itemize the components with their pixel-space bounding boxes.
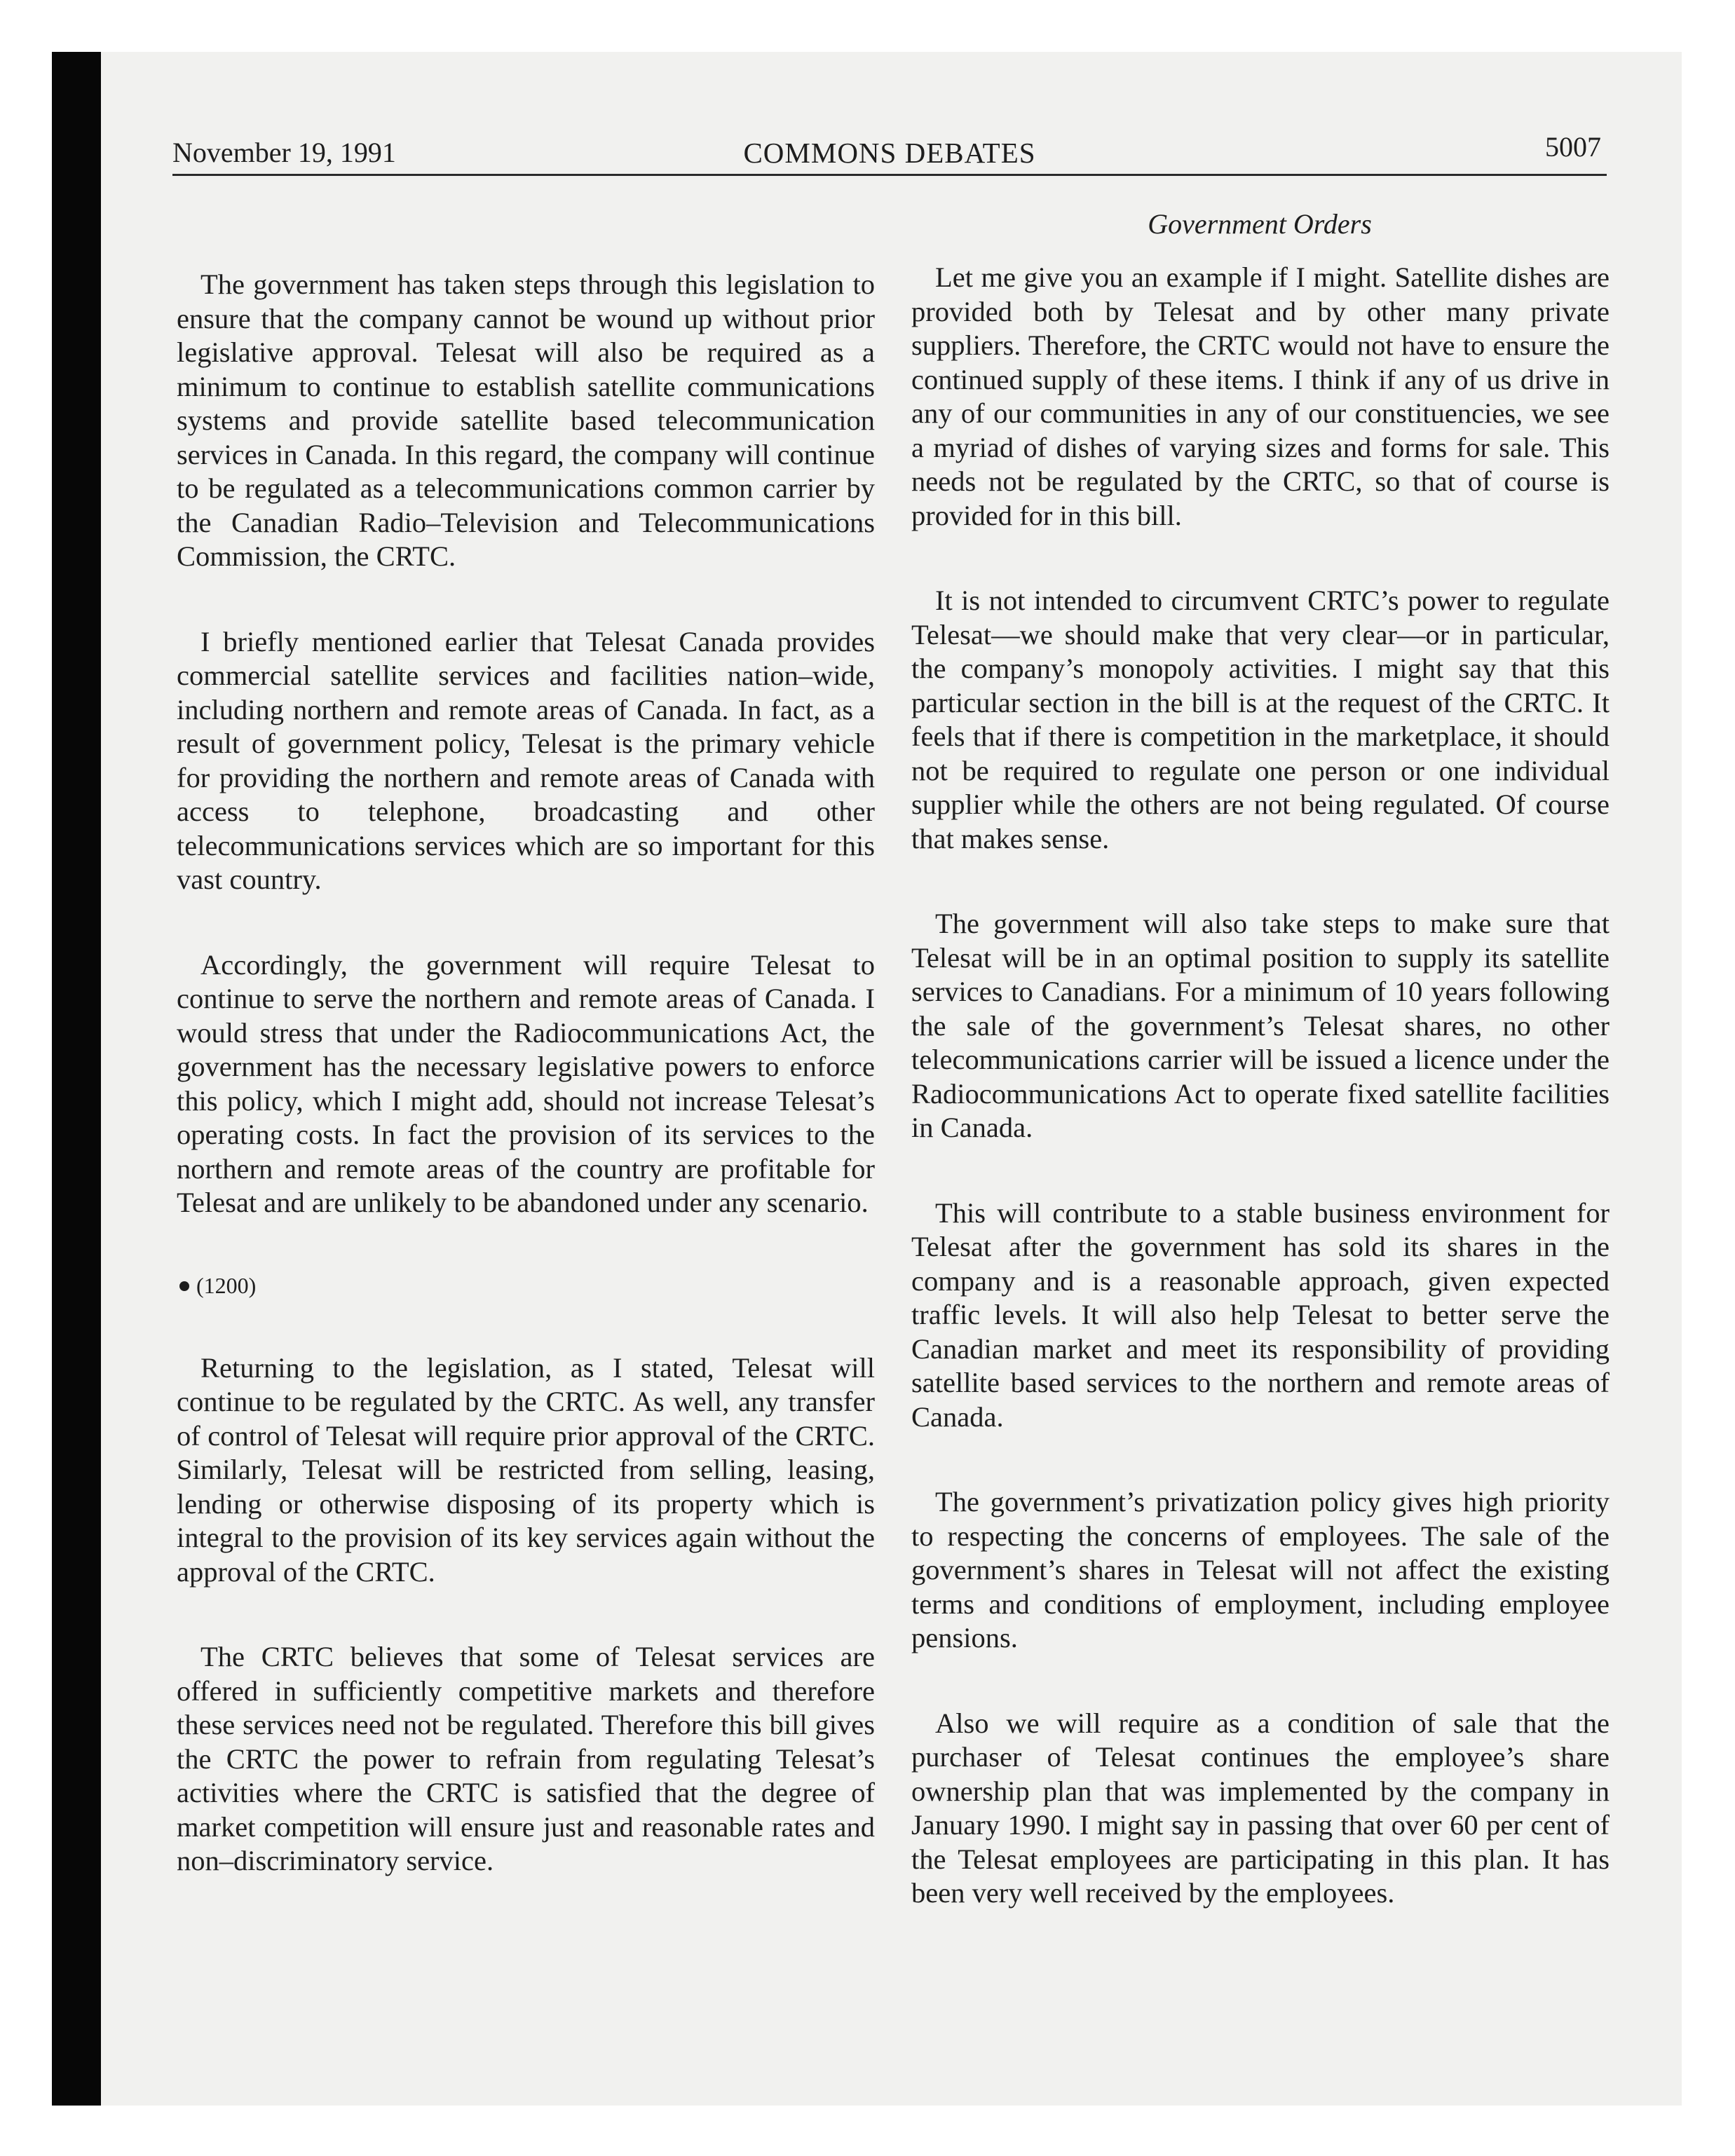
- left-paragraph-4: Returning to the legislation, as I stated, Telesat will continue to be regulated by the CRTC. As well, any transfer of control of Telesat will require prior approval of the CRTC. Similarly, Telesat will be restricted from selling, leasing, lending or otherwise disposing of its property which is integral to the provision of its key services again without the approval of the CRTC.: [177, 1351, 875, 1588]
- time-marker: [177, 1271, 875, 1299]
- page-number: 5007: [1545, 131, 1601, 163]
- right-paragraph-2: It is not intended to circumvent CRTC’s power to regulate Telesat—we should make that very clear—or in particular, the company’s monopoly activities. I might say that this particular section in the bill is at the request of the CRTC. It feels that if there is competition in the marketplace, it should not be required to regulate one person or one individual supplier while the others are not being regulated. Of course that makes sense.: [911, 585, 1610, 854]
- left-paragraph-3: Accordingly, the government will require Telesat to continue to serve the northern and remote areas of Canada. I would stress that under the Radiocommunications Act, the government has the necessary legislative powers to enforce this policy, which I might add, should not increase Telesat’s operating costs. In fact the provision of its services to the northern and remote areas of the country are profitable for Telesat and are unlikely to be abandoned under any scenario.: [177, 948, 875, 1218]
- right-paragraph-1: Let me give you an example if I might. Satellite dishes are provided both by Telesat and by other many private suppliers. Therefore, the CRTC would not have to ensure the continued supply of these items. I think if any of us drive in any of our communities in any of our constituencies, we see a myriad of dishes of varying sizes and forms for sale. This needs not be regulated by the CRTC, so that of course is provided for in this bill.: [911, 261, 1610, 531]
- right-column: [911, 261, 1610, 1911]
- right-paragraph-3: The government will also take steps to make sure that Telesat will be in an optimal position to supply its satellite services to Canadians. For a minimum of 10 years following the sale of the government’s Telesat shares, no other telecommunications carrier will be issued a licence under the Radiocommunications Act to operate fixed satellite facilities in Canada.: [911, 908, 1610, 1143]
- left-paragraph-1: The government has taken steps through this legislation to ensure that the company cannot be wound up without prior legislative approval. Telesat will also be required as a minimum to continue to establish satellite communications systems and provide satellite based telecommunication services in Canada. In this regard, the company will continue to be regulated as a telecommunications common carrier by the Canadian Radio–Television and Telecommunications Commission, the CRTC.: [177, 268, 875, 572]
- binding-edge: [52, 52, 101, 2106]
- header-rule: [172, 174, 1607, 176]
- left-paragraph-5: The CRTC believes that some of Telesat services are offered in sufficiently competitive markets and therefore these services need not be regulated. Therefore this bill gives the CRTC the power to refrain from regulating Telesat’s activities where the CRTC is satisfied that the degree of market competition will ensure just and reasonable rates and non–discriminatory service.: [177, 1641, 875, 1876]
- header-date: November 19, 1991: [172, 137, 396, 168]
- left-column: [177, 268, 875, 1878]
- header-title: COMMONS DEBATES: [743, 137, 1036, 169]
- section-label: Government Orders: [1148, 208, 1372, 240]
- left-paragraph-2: I briefly mentioned earlier that Telesat Canada provides commercial satellite services and facilities nation–wide, including northern and remote areas of Canada. In fact, as a result of government policy, Telesat is the primary vehicle for providing the northern and remote areas of Canada with access to telephone, broadcasting and other telecommunications services which are so important for this vast country.: [177, 625, 875, 895]
- right-paragraph-6: Also we will require as a condition of sale that the purchaser of Telesat continues the employee’s share ownership plan that was implemented by the company in January 1990. I might say in passing that over 60 per cent of the Telesat employees are participating in this plan. It has been very well received by the employees.: [911, 1707, 1610, 1909]
- running-head: [172, 130, 1607, 175]
- right-paragraph-4: This will contribute to a stable business environment for Telesat after the government has sold its shares in the company and is a reasonable approach, given expected traffic levels. It will also help Telesat to better serve the Canadian market and meet its responsibility of providing satellite based services to the northern and remote areas of Canada.: [911, 1196, 1610, 1433]
- right-paragraph-5: The government’s privatization policy gives high priority to respecting the concerns of employees. The sale of the government’s shares in Telesat will not affect the existing terms and conditions of employment, including employee pensions.: [911, 1486, 1610, 1653]
- bullet-icon: [179, 1281, 189, 1291]
- time-marker-text: (1200): [196, 1272, 257, 1298]
